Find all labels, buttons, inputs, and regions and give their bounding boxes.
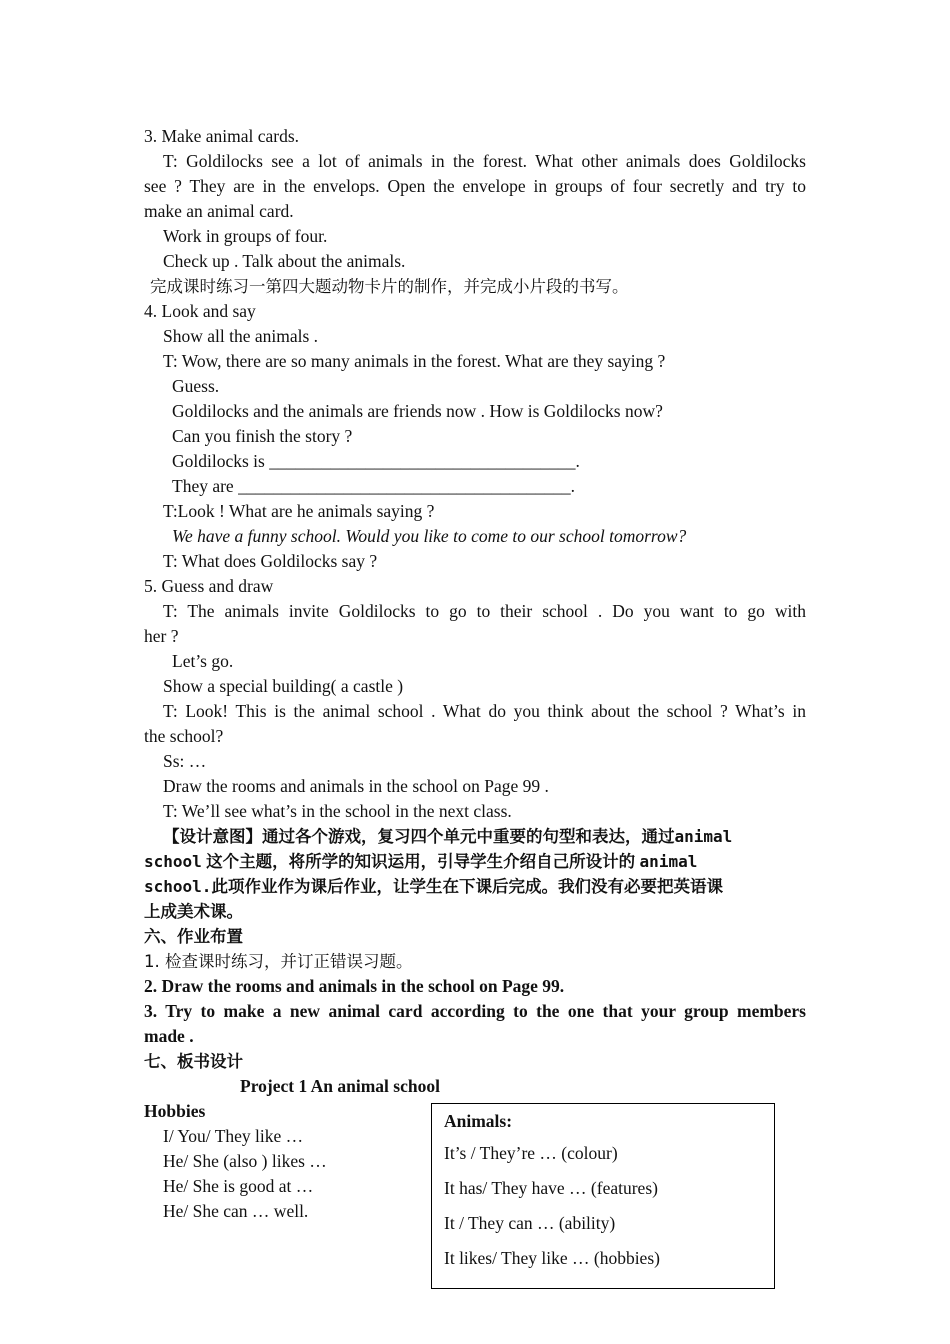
- design-intent-line-2: [144, 849, 697, 874]
- step4-show: Show all the animals .: [163, 326, 319, 346]
- step5-teacher-school-2: the school?: [144, 726, 224, 746]
- homework-heading: 六、作业布置: [144, 927, 243, 946]
- step5-heading: 5. Guess and draw: [144, 576, 274, 596]
- design-intent-text-3b: 此项作业作为课后作业，让学生在下课后完成。我们没有必要把英语课: [211, 877, 723, 896]
- animals-item: It’s / They’re … (colour): [444, 1143, 618, 1163]
- step5-teacher-school-1: T: Look! This is the animal school . What do you think about the school ? What’s in: [163, 701, 806, 721]
- animals-heading: Animals:: [444, 1111, 513, 1131]
- step4-teacher-look: T:Look ! What are he animals saying ?: [163, 501, 435, 521]
- step4-teacher-what: T: What does Goldilocks say ?: [163, 551, 378, 571]
- design-intent-text-1a: 【设计意图】通过各个游戏，复习四个单元中重要的句型和表达，通过: [163, 827, 675, 846]
- step5-draw: Draw the rooms and animals in the school on Page 99 .: [163, 776, 549, 796]
- step3-teacher-line-1: T: Goldilocks see a lot of animals in the forest. What other animals does Goldilocks: [163, 151, 806, 171]
- animals-item: It has/ They have … (features): [444, 1178, 658, 1198]
- hobbies-heading: Hobbies: [144, 1101, 206, 1121]
- step3-check: Check up . Talk about the animals.: [163, 251, 406, 271]
- step4-friends: Goldilocks and the animals are friends now . How is Goldilocks now?: [172, 401, 663, 421]
- step4-they-are: They are ______________________________________.: [172, 476, 575, 496]
- step3-work: Work in groups of four.: [163, 226, 328, 246]
- step5-show-building: Show a special building( a castle ): [163, 676, 404, 696]
- design-intent-line-1: [163, 824, 732, 849]
- step5-lets-go: Let’s go.: [172, 651, 234, 671]
- step5-students: Ss: …: [163, 751, 207, 771]
- step4-teacher-wow: T: Wow, there are so many animals in the forest. What are they saying ?: [163, 351, 666, 371]
- design-intent-text-2a: school: [144, 852, 202, 871]
- design-intent-line-3: [144, 874, 723, 899]
- step4-finish: Can you finish the story ?: [172, 426, 353, 446]
- homework-item-3-line-2: made .: [144, 1026, 194, 1046]
- homework-item-1: 1. 检查课时练习，并订正错误习题。: [144, 952, 413, 971]
- hobbies-item: I/ You/ They like …: [163, 1126, 304, 1146]
- homework-item-3-line-1: 3. Try to make a new animal card according to the one that your group members: [144, 1001, 806, 1021]
- hobbies-item: He/ She is good at …: [163, 1176, 314, 1196]
- step4-heading: 4. Look and say: [144, 301, 256, 321]
- board-heading: 七、板书设计: [144, 1052, 243, 1071]
- animals-item: It likes/ They like … (hobbies): [444, 1248, 660, 1268]
- step3-teacher-line-3: make an animal card.: [144, 201, 294, 221]
- step5-teacher-next: T: We’ll see what’s in the school in the next class.: [163, 801, 512, 821]
- step3-teacher-line-2: see ? They are in the envelops. Open the envelope in groups of four secretly and try to: [144, 176, 806, 196]
- step4-goldilocks-is: Goldilocks is ___________________________________.: [172, 451, 580, 471]
- board-title: Project 1 An animal school: [240, 1076, 440, 1096]
- animals-item: It / They can … (ability): [444, 1213, 616, 1233]
- design-intent-text-1b: animal: [674, 827, 733, 846]
- step3-heading: 3. Make animal cards.: [144, 126, 300, 146]
- step4-guess: Guess.: [172, 376, 220, 396]
- design-intent-line-4: 上成美术课。: [144, 902, 243, 921]
- step5-teacher-invite-2: her ?: [144, 626, 179, 646]
- step5-teacher-invite-1: T: The animals invite Goldilocks to go to their school . Do you want to go with: [163, 601, 806, 621]
- design-intent-text-3a: school.: [144, 877, 212, 896]
- design-intent-text-2b: 这个主题，将所学的知识运用，引导学生介绍自己所设计的: [206, 852, 636, 871]
- hobbies-item: He/ She (also ) likes …: [163, 1151, 327, 1171]
- animals-box: [431, 1103, 775, 1289]
- hobbies-item: He/ She can … well.: [163, 1201, 309, 1221]
- homework-item-2: 2. Draw the rooms and animals in the school on Page 99.: [144, 976, 565, 996]
- step4-quote: We have a funny school. Would you like to come to our school tomorrow?: [172, 526, 687, 546]
- step3-chinese-task: 完成课时练习一第四大题动物卡片的制作，并完成小片段的书写。: [150, 277, 629, 296]
- design-intent-text-2c: animal: [639, 852, 698, 871]
